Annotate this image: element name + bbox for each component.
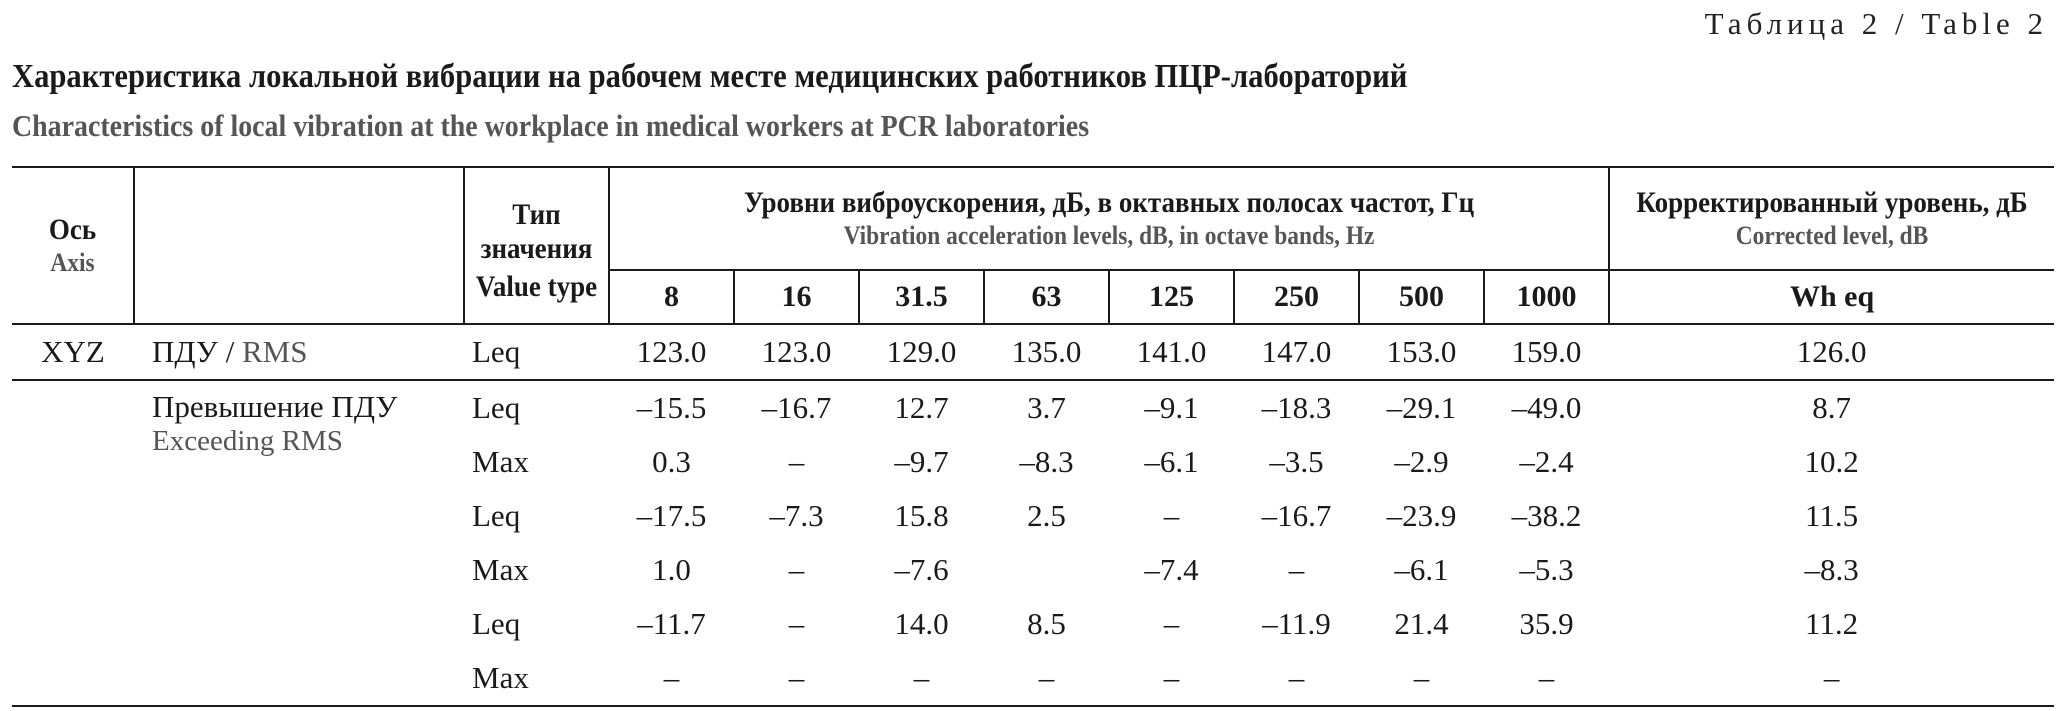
- freq-8: 8: [609, 270, 734, 324]
- value-cell: –2.9: [1394, 444, 1449, 479]
- value-cell: 0.3: [652, 444, 691, 479]
- value-cell: –16.7: [761, 390, 832, 425]
- row-label-en: Exceeding RMS: [152, 425, 343, 457]
- levels-header: [609, 167, 1609, 270]
- value-cell: –9.1: [1144, 390, 1199, 425]
- axis-cell: [12, 651, 134, 706]
- value-cell: –23.9: [1386, 498, 1457, 533]
- value-cell: –: [1163, 606, 1180, 641]
- value-cell: 123.0: [636, 334, 707, 369]
- axis-header-en: Axis: [50, 247, 95, 277]
- label-header-empty: [134, 167, 464, 324]
- axis-cell: [12, 543, 134, 597]
- axis-cell: XYZ: [41, 334, 105, 369]
- value-cell: –: [788, 606, 805, 641]
- axis-cell: [12, 380, 134, 435]
- type-header-ru-2: значения: [480, 232, 593, 265]
- value-cell: –8.3: [1019, 444, 1074, 479]
- value-cell: 129.0: [886, 334, 957, 369]
- value-cell: –6.1: [1394, 552, 1449, 587]
- freq-125: 125: [1109, 270, 1234, 324]
- value-cell: –7.4: [1144, 552, 1199, 587]
- row-label: [134, 380, 464, 706]
- freq-31-5: 31.5: [859, 270, 984, 324]
- value-cell: –: [788, 444, 805, 479]
- axis-cell: [12, 489, 134, 543]
- value-cell: –5.3: [1519, 552, 1574, 587]
- corrected-cell: 11.2: [1805, 606, 1859, 641]
- value-cell: –: [1038, 660, 1055, 695]
- value-type: Leq: [472, 390, 521, 425]
- axis-cell: [12, 435, 134, 489]
- value-cell: 15.8: [894, 498, 949, 533]
- row-label-ru: Превышение ПДУ: [152, 389, 398, 424]
- value-cell: 2.5: [1027, 498, 1066, 533]
- value-cell: –18.3: [1261, 390, 1332, 425]
- type-header: [464, 167, 609, 270]
- row-label: [134, 324, 464, 380]
- value-cell: –11.7: [637, 606, 706, 641]
- value-cell: –: [913, 660, 930, 695]
- value-cell: –29.1: [1386, 390, 1457, 425]
- value-cell: 141.0: [1136, 334, 1207, 369]
- value-cell: –3.5: [1269, 444, 1324, 479]
- value-type: Max: [472, 444, 529, 479]
- value-cell: –17.5: [636, 498, 707, 533]
- value-cell: –: [1163, 498, 1180, 533]
- value-cell: 35.9: [1519, 606, 1574, 641]
- corrected-header: [1609, 167, 2054, 270]
- axis-cell: [12, 597, 134, 651]
- value-cell: –9.7: [894, 444, 949, 479]
- value-type: Max: [472, 660, 529, 695]
- corrected-cell: 8.7: [1812, 390, 1851, 425]
- corrected-header-ru: Корректированный уровень, дБ: [1636, 185, 2028, 219]
- value-cell: 12.7: [894, 390, 949, 425]
- value-cell: [984, 543, 1109, 597]
- value-cell: –7.3: [769, 498, 824, 533]
- corrected-cell: 10.2: [1804, 444, 1859, 479]
- value-cell: –49.0: [1511, 390, 1582, 425]
- type-header-ru-1: Тип: [512, 198, 561, 231]
- corrected-cell: –8.3: [1804, 552, 1859, 587]
- value-cell: –6.1: [1144, 444, 1199, 479]
- value-cell: 8.5: [1027, 606, 1066, 641]
- freq-1000: 1000: [1484, 270, 1609, 324]
- freq-16: 16: [734, 270, 859, 324]
- levels-header-ru: Уровни виброускорения, дБ, в октавных полосах частот, Гц: [743, 185, 1475, 219]
- value-cell: –16.7: [1261, 498, 1332, 533]
- table-row: [12, 324, 2054, 380]
- wh-eq-header: Wh eq: [1609, 270, 2054, 324]
- value-cell: –15.5: [636, 390, 707, 425]
- value-cell: –: [788, 660, 805, 695]
- row-label-en: RMS: [242, 334, 308, 369]
- type-header-en-cell: [464, 270, 609, 324]
- value-type: Max: [472, 552, 529, 587]
- value-cell: 21.4: [1394, 606, 1449, 641]
- axis-header-ru: Ось: [48, 212, 97, 246]
- corrected-cell: –: [1823, 660, 1840, 695]
- value-cell: –7.6: [894, 552, 949, 587]
- value-cell: 159.0: [1511, 334, 1582, 369]
- value-cell: 3.7: [1027, 390, 1066, 425]
- corrected-cell: 126.0: [1796, 334, 1867, 369]
- value-cell: 14.0: [894, 606, 949, 641]
- value-type: Leq: [472, 334, 521, 369]
- value-cell: –: [1538, 660, 1555, 695]
- freq-500: 500: [1359, 270, 1484, 324]
- value-cell: 135.0: [1011, 334, 1082, 369]
- value-cell: –: [663, 660, 680, 695]
- header-row-top: [12, 167, 2054, 270]
- row-label-sep: /: [217, 334, 242, 369]
- freq-63: 63: [984, 270, 1109, 324]
- value-type: Leq: [472, 606, 521, 641]
- value-cell: 123.0: [761, 334, 832, 369]
- row-label-ru: ПДУ: [152, 334, 218, 369]
- type-header-en: Value type: [475, 270, 598, 303]
- value-cell: –: [1288, 660, 1305, 695]
- levels-header-en: Vibration acceleration levels, dB, in octave bands, Hz: [843, 220, 1375, 250]
- value-cell: –38.2: [1511, 498, 1582, 533]
- value-cell: 1.0: [652, 552, 691, 587]
- table-number-label: Таблица 2 / Table 2: [1704, 6, 2048, 41]
- value-cell: 147.0: [1261, 334, 1332, 369]
- value-cell: –: [1413, 660, 1430, 695]
- value-cell: –: [788, 552, 805, 587]
- table-title-english: Characteristics of local vibration at the workplace in medical workers at PCR laboratories: [12, 108, 1090, 143]
- table-row: [12, 380, 2054, 435]
- table-title-russian: Характеристика локальной вибрации на рабочем месте медицинских работников ПЦР-лабораторий: [12, 58, 1408, 95]
- vibration-table: [12, 166, 2054, 707]
- corrected-cell: 11.5: [1805, 498, 1859, 533]
- value-cell: –11.9: [1262, 606, 1331, 641]
- corrected-header-en: Corrected level, dB: [1735, 220, 1929, 250]
- freq-250: 250: [1234, 270, 1359, 324]
- value-cell: –: [1288, 552, 1305, 587]
- value-cell: –2.4: [1519, 444, 1574, 479]
- value-type: Leq: [472, 498, 521, 533]
- value-cell: –: [1163, 660, 1180, 695]
- value-cell: 153.0: [1386, 334, 1457, 369]
- axis-header: [12, 167, 134, 324]
